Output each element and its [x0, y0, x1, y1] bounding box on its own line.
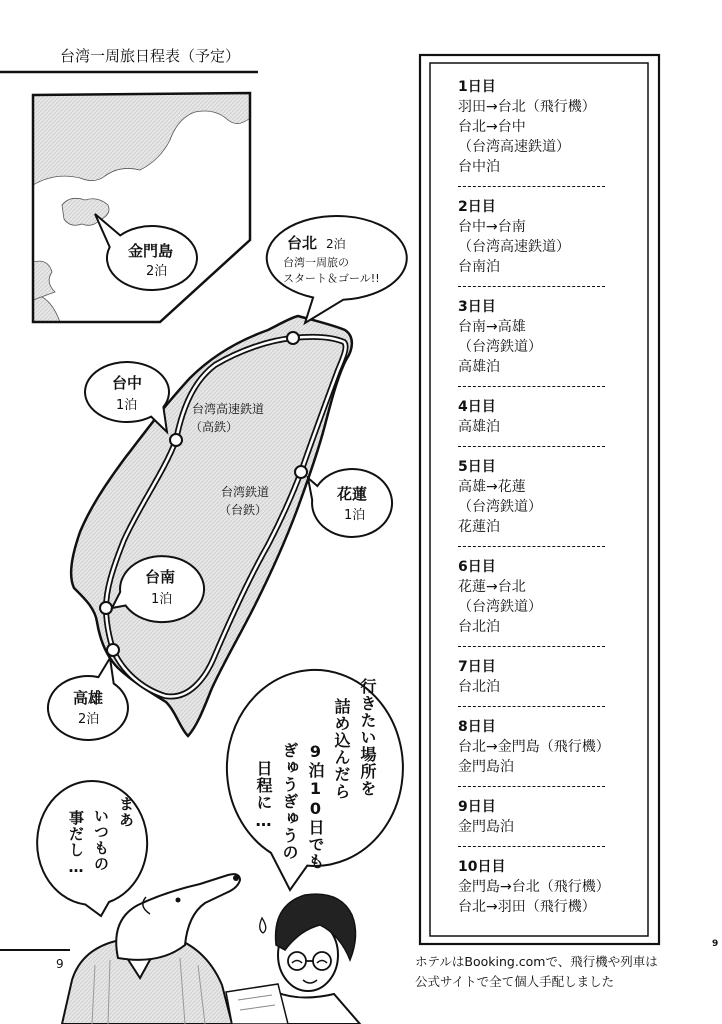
edge-page-number: 9: [712, 939, 719, 949]
day-line: （台湾高速鉄道）: [458, 139, 570, 155]
station-tainan: [100, 602, 112, 614]
day-separator: [458, 846, 605, 847]
itinerary-day-10: [458, 857, 638, 917]
hualien-nights: 1泊: [344, 508, 366, 523]
day-separator: [458, 786, 605, 787]
day-separator: [458, 706, 605, 707]
kinmen-name: 金門島: [128, 242, 174, 260]
tainan-name: 台南: [145, 568, 176, 586]
day-heading: 8日目: [458, 719, 496, 735]
day-heading: 6日目: [458, 559, 496, 575]
tra-abbr: （台鉄）: [219, 503, 268, 517]
day-line: 金門島泊: [458, 759, 514, 775]
itinerary-day-2: [458, 197, 638, 277]
bubble-taipei: [267, 216, 407, 323]
mole-head: [116, 874, 240, 960]
itinerary-day-9: [458, 797, 638, 837]
day-line: 高雄泊: [458, 419, 500, 435]
day-line: （台湾鉄道）: [458, 499, 542, 515]
day-line: （台湾鉄道）: [458, 339, 542, 355]
day-separator: [458, 546, 605, 547]
traveler-speech-col3: 9泊10日でも: [306, 742, 325, 870]
day-separator: [458, 446, 605, 447]
day-line: （台湾鉄道）: [458, 599, 542, 615]
taichung-name: 台中: [112, 374, 143, 392]
day-separator: [458, 286, 605, 287]
kinmen-nights: 2泊: [146, 264, 168, 279]
day-heading: 7日目: [458, 659, 496, 675]
day-line: 花蓮→台北: [458, 579, 526, 595]
footnote-line2: 公式サイトで全て個人手配しました: [415, 974, 615, 989]
station-taichung: [170, 434, 182, 446]
itinerary-day-3: [458, 297, 638, 377]
day-line: 台中泊: [458, 159, 500, 175]
mole-speech-col2: いつもの: [92, 808, 110, 872]
mole-eye: [176, 898, 181, 903]
day-separator: [458, 386, 605, 387]
footnote: [415, 952, 658, 992]
traveler-character: [226, 894, 360, 1024]
itinerary-day-5: [458, 457, 638, 537]
mole-nose: [233, 875, 239, 881]
mole-speech-col1: まあ: [117, 796, 135, 828]
station-kaohsiung: [107, 644, 119, 656]
itinerary-day-7: [458, 657, 638, 697]
hualien-name: 花蓮: [337, 485, 368, 503]
day-heading: 5日目: [458, 459, 496, 475]
day-separator: [458, 646, 605, 647]
mole-speech-col3: 事だし…: [67, 810, 85, 877]
hsr-abbr: （高鉄）: [190, 420, 239, 434]
hsr-label: 台湾高速鉄道: [192, 402, 265, 416]
taipei-note-line2: スタート＆ゴール!!: [283, 272, 380, 285]
day-heading: 10日目: [458, 859, 506, 875]
day-line: 金門島泊: [458, 819, 514, 835]
page-title: 台湾一周旅日程表（予定）: [60, 47, 241, 65]
day-line: 台北→台中: [458, 119, 526, 135]
itinerary-day-8: [458, 717, 638, 777]
day-line: 花蓮泊: [458, 519, 500, 535]
day-line: （台湾高速鉄道）: [458, 239, 570, 255]
day-heading: 4日目: [458, 399, 496, 415]
station-taipei: [287, 332, 299, 344]
kaohsiung-name: 高雄: [73, 689, 104, 707]
traveler-speech-col1: 行きたい場所を: [358, 678, 377, 797]
day-line: 台南泊: [458, 259, 500, 275]
day-heading: 9日目: [458, 799, 496, 815]
day-line: 台北泊: [458, 619, 500, 635]
itinerary-day-4: [458, 397, 638, 437]
day-line: 台北→羽田（飛行機）: [458, 899, 596, 915]
itinerary-day-1: [458, 77, 638, 177]
tainan-nights: 1泊: [151, 592, 173, 607]
itinerary-paper: [226, 984, 288, 1024]
station-hualien: [295, 466, 307, 478]
kaohsiung-nights: 2泊: [78, 712, 100, 727]
taipei-name: 台北: [287, 234, 318, 252]
sweat-drop-icon: [260, 918, 266, 933]
day-line: 金門島→台北（飛行機）: [458, 879, 610, 895]
itinerary-list: [458, 77, 638, 917]
day-line: 台中→台南: [458, 219, 526, 235]
day-line: 台北泊: [458, 679, 500, 695]
bubble-taichung: [85, 362, 169, 432]
day-heading: 2日目: [458, 199, 496, 215]
footnote-line1: ホテルはBooking.comで、飛行機や列車は: [415, 954, 658, 969]
day-heading: 1日目: [458, 79, 496, 95]
tra-label: 台湾鉄道: [221, 485, 270, 499]
day-line: 台南→高雄: [458, 319, 526, 335]
day-heading: 3日目: [458, 299, 496, 315]
day-separator: [458, 186, 605, 187]
day-line: 羽田→台北（飛行機）: [458, 99, 596, 115]
taipei-note-line1: 台湾一周旅の: [283, 256, 349, 269]
day-line: 台北→金門島（飛行機）: [458, 739, 610, 755]
page-number: 9: [56, 957, 64, 971]
day-line: 高雄→花蓮: [458, 479, 526, 495]
day-line: 高雄泊: [458, 359, 500, 375]
traveler-speech-col5: 日程に…: [254, 760, 273, 831]
traveler-speech-col4: ぎゅうぎゅうの: [280, 742, 299, 861]
traveler-speech-col2: 詰め込んだら: [332, 698, 351, 800]
itinerary-day-6: [458, 557, 638, 637]
taipei-nights: 2泊: [326, 237, 346, 251]
taichung-nights: 1泊: [116, 398, 138, 413]
